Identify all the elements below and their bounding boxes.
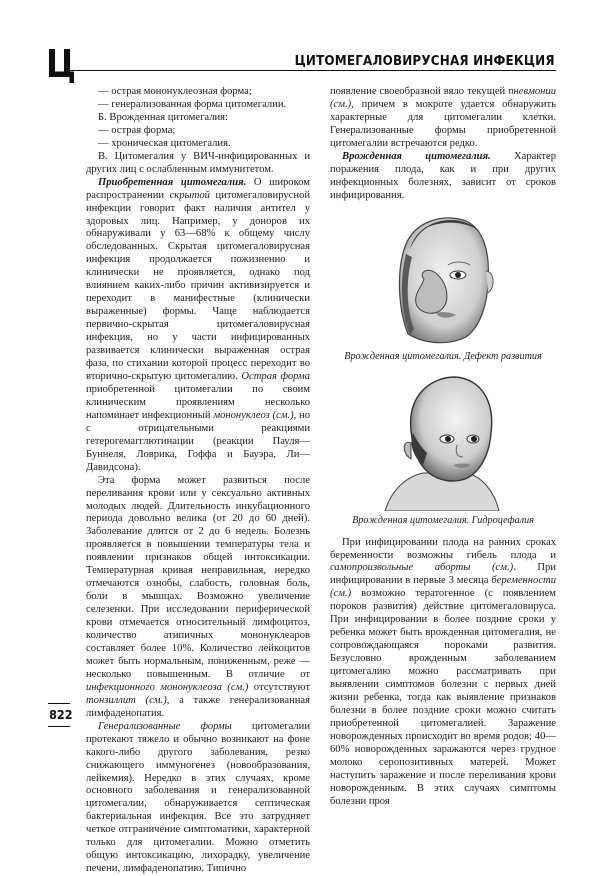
list-item: — генерализованная форма цитомегалии. bbox=[98, 98, 287, 110]
runin-heading: Врожденная цитомегалия. bbox=[342, 150, 491, 162]
cross-reference: мононуклеоз (см.) bbox=[213, 409, 294, 421]
page-number: 822 bbox=[49, 707, 73, 722]
folio-rule-bottom bbox=[48, 726, 70, 727]
cross-reference: инфекционного мононуклеоза (см.) bbox=[86, 681, 249, 693]
figure-hydrocephaly bbox=[330, 373, 556, 527]
figure-caption: Врожденная цитомегалия. Дефект развития bbox=[344, 350, 542, 362]
text: отсутствуют bbox=[248, 681, 311, 693]
runin-heading: Приобретенная цитомегалия. bbox=[98, 176, 247, 188]
paragraph-acquired bbox=[86, 177, 310, 475]
text: Эта форма может развиться после переливания крови или у сексуально активных молодых людей. Длительность инкубационного периода довольно велика (от 20 до 60 дней). Заболевание длится от 2 до 6 недель. Болезнь проявляется в повышении температуры тела и появлении признаков общей интоксикации. Температурная кривая неправильная, нередко отмечаются ознобы, слабость, головная боль, боли в мышцах. Возможно увеличение селезенки. При исследовании периферической крови отмечается относительный лимфоцитоз, количество атипичных мононуклеаров составляет более 10%. Количество лейкоцитов может быть нормальным, пониженным, реже — несколько повышенным. В отличие от bbox=[86, 474, 310, 680]
figure-developmental-defect bbox=[330, 209, 556, 363]
text: , а также генерализованная лимфаденопатия. bbox=[86, 694, 311, 719]
left-column bbox=[86, 86, 310, 876]
text: цитомегаловирусной инфекции говорит факт наличия антител у здоровых лиц. Например, у доноров их обнаруживали у 63—68% к общему числу обследованных. Скрытая цитомегаловирусная инфекция продолжается пожизненно и клинически не проявляется, однако под влиянием каких-либо причин активизируется и переходит в манифестные (клинически выраженные) формы. Чаще наблюдается первично-скрытая цитомегаловирусная инфекция, но у части инфицированных развивается клинически выраженная острая фаза, по стихании которой процесс переходит во вторично-скрытую цитомегалию. bbox=[86, 189, 311, 382]
text: , но с отрицательными реакциями гетерогемагглютинации (реакции Пауля—Буннеля, Ловрика, Гоффа и Бауэра, Ли—Давидсона). bbox=[86, 409, 310, 473]
infant-face-illustration bbox=[388, 209, 498, 347]
list-item: — острая форма; bbox=[98, 124, 176, 136]
paragraph-congenital bbox=[330, 151, 556, 203]
figure-caption: Врожденная цитомегалия. Гидроцефалия bbox=[352, 514, 534, 526]
infant-hydrocephaly-illustration bbox=[383, 373, 503, 511]
section-letter: Ц bbox=[46, 42, 76, 86]
text: приобретенной цитомегалии по своим клиническим проявлениям несколько напоминает инфекционный bbox=[86, 383, 310, 421]
text: О широком распространении bbox=[86, 176, 310, 201]
cross-reference: самопроизвольные аборты (см.) bbox=[330, 562, 514, 574]
right-column bbox=[330, 86, 556, 809]
text: цитомегалии протекают тяжело и обычно возникают на фоне какого-либо другого заболевания, резко снижающего иммуногенез (новообразования, лейкемия). Нередко в этих случаях, кроме основного заболевания и генерализованной цитомегалии, обнаруживается септическая бактериальная инфекция. Все это затрудняет четкое отграничение симптоматики, характерной только для цитомегалии. Можно отметить общую интоксикацию, лихорадку, увеличение печени, лимфаденопатию. Типично bbox=[86, 720, 310, 875]
list-item: — острая мононуклеозная форма; bbox=[98, 86, 252, 97]
list-item: Б. Врожденная цитомегалия: bbox=[98, 111, 228, 123]
paragraph-continued bbox=[330, 86, 556, 151]
emphasis: Острая форма bbox=[241, 370, 310, 382]
text: Характер поражения плода, как и при других инфекционных болезнях, зависит от сроков инфицирования. bbox=[330, 150, 556, 201]
paragraph-form bbox=[86, 475, 310, 721]
paragraph-infection bbox=[330, 537, 556, 809]
paragraph-generalized bbox=[86, 721, 310, 876]
text: , причем в мокроте удается обнаружить характерные для цитомегалии клетки. Генерализованные формы приобретенной цитомегалии встречаются редко. bbox=[330, 98, 556, 149]
cross-reference: пневмонии (см.) bbox=[330, 86, 556, 110]
text: появление своеобразной вяло текущей bbox=[330, 86, 509, 97]
text: При инфицировании плода на ранних сроках беременности возможны гибель плода и bbox=[330, 536, 556, 561]
text: . При инфицировании в первые 3 месяца bbox=[330, 562, 556, 587]
cross-reference: беременности (см.) bbox=[330, 575, 556, 600]
emphasis: скрытой bbox=[169, 189, 210, 201]
header-rule bbox=[70, 70, 556, 71]
list-item-v: В. Цитомегалия у ВИЧ-инфицированных и других лиц с ослабленным иммунитетом. bbox=[86, 150, 310, 175]
running-title: ЦИТОМЕГАЛОВИРУСНАЯ ИНФЕКЦИЯ bbox=[294, 54, 555, 69]
list-item: — хроническая цитомегалия. bbox=[98, 137, 231, 149]
text: возможно тератогенное (с появлением пороков развития) действие цитомегаловируса. При инфицировании в более поздние сроки у ребенка может быть врожденная цитомегалия, не сопровождающаяся пороками развития. Безусловно врожденным заболеванием цитомегалию можно рассматривать при выявлении симптомов болезни с первых дней жизни ребенка, тогда как выявление признаков болезни в более поздние сроки можно считать приобретенной цитомегалией. Заражение новорожденных происходит во время родов; 40—60% новорожденных заражаются через грудное молоко серопозитивных матерей. Может наступить заражение и после переливания крови новорожденным. В этих случаях симптомы болезни проя bbox=[330, 588, 556, 807]
emphasis: Генерализованные формы bbox=[98, 720, 232, 732]
cross-reference: тонзиллит (см.) bbox=[86, 694, 167, 706]
page-folio bbox=[48, 703, 73, 727]
